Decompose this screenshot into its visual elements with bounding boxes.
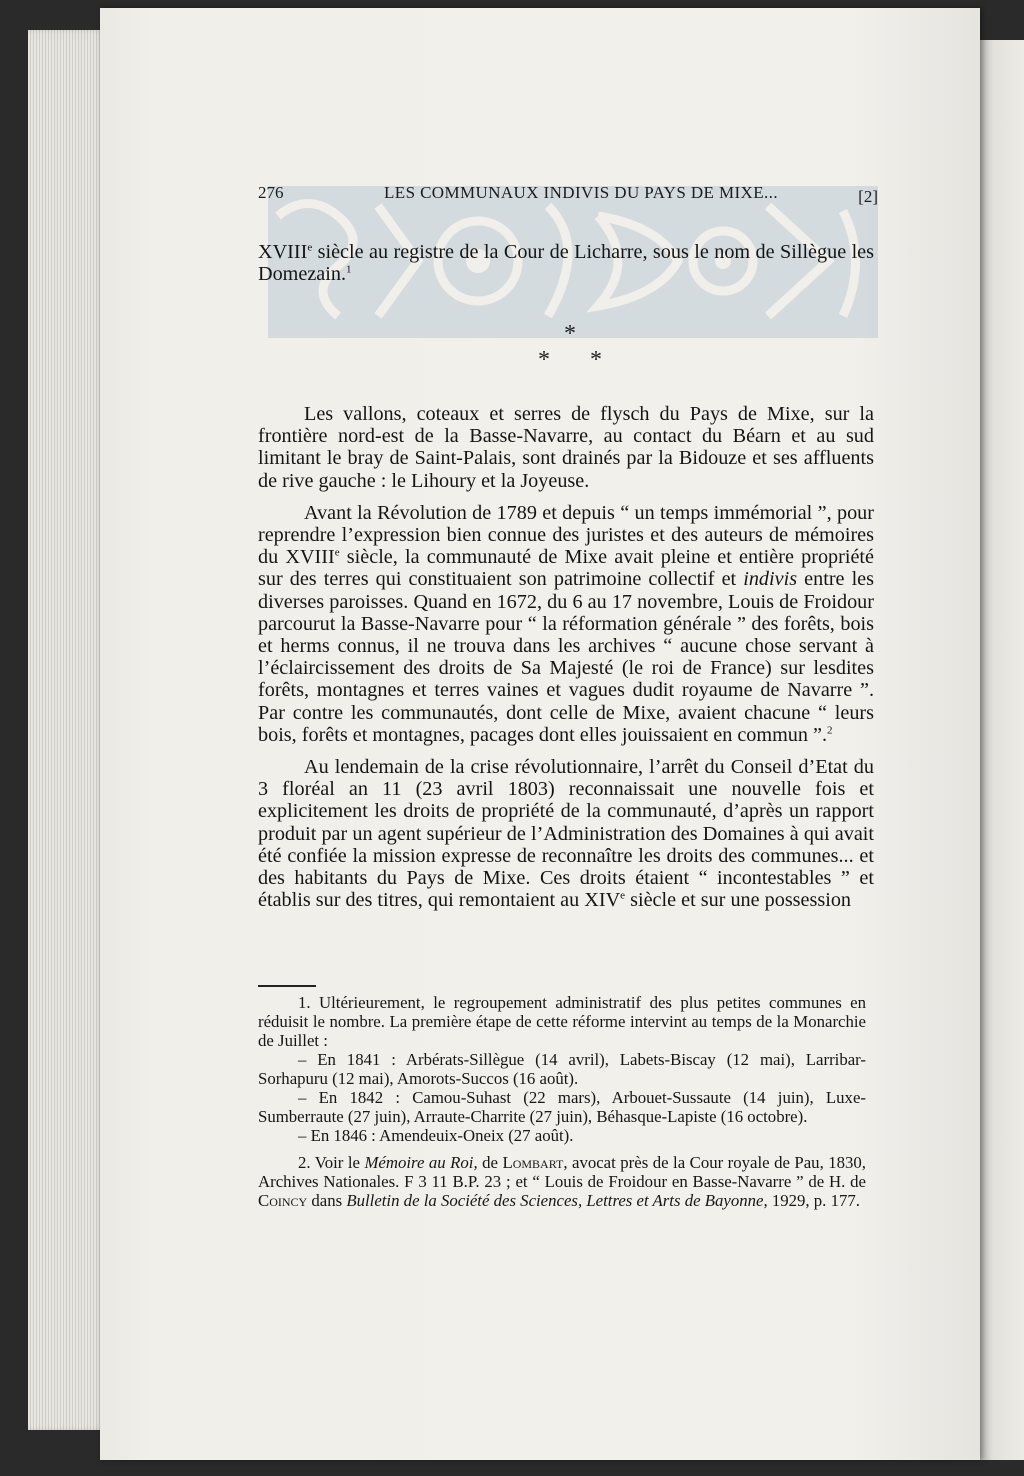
footnote-1-1846: – En 1846 : Amendeuix-Oneix (27 août). — [298, 1126, 574, 1145]
opening-text-b: siècle au registre de la Cour de Licharre, sous le nom de Sillègue les Domezain. — [258, 241, 874, 286]
book-page-edges — [28, 30, 108, 1430]
footnote-ref-1[interactable]: 1 — [346, 263, 352, 276]
fn2-text-d: dans — [307, 1191, 347, 1210]
footnote-1-1841: – En 1841 : Arbérats-Sillègue (14 avril), Labets-Biscay (12 mai), Larribar-Sorhapuru (12 mai), Amorots-Succos (16 août). — [258, 1050, 866, 1088]
footnote-1: 1. Ultérieurement, le regroupement administratif des plus petites communes en réduisit le nombre. La première étape de cette réforme intervint au temps de la Monarchie de Juillet : — [258, 993, 866, 1050]
running-header — [258, 183, 878, 207]
footnote-1-1842: – En 1842 : Camou-Suhast (22 mars), Arbouet-Sussaute (14 juin), Luxe-Sumberraute (27 juin), Arraute-Charrite (27 juin), Béhasque-Lapiste (16 octobre). — [258, 1088, 866, 1126]
fn2-text-c: , avocat près de la Cour royale de Pau, 1830, Archives Nationales. F 3 11 B.P. 23 ; et “ Louis de Froidour en Basse-Navarre ” de H. de — [258, 1153, 866, 1191]
opening-paragraph — [258, 241, 874, 285]
paragraph-2 — [258, 502, 874, 746]
fn2-text-a: 2. Voir le — [298, 1153, 365, 1172]
facing-page-edge — [980, 40, 1024, 1460]
paragraph-3 — [258, 756, 874, 911]
footnote-ref-2[interactable]: 2 — [827, 724, 833, 737]
p2-italic: indivis — [743, 568, 798, 591]
section-separator — [530, 321, 610, 374]
p2-text-b: siècle, la communauté de Mixe avait pleine et entière propriété sur des terres qui constituaient son patrimoine collectif et — [258, 546, 874, 591]
fn2-author-1: Lombart — [502, 1153, 564, 1172]
opening-text-a: XVIII — [258, 241, 308, 263]
paragraph-1: Les vallons, coteaux et serres de flysch du Pays de Mixe, sur la frontière nord-est de la Basse-Navarre, au contact du Béarn et au sud limitant le bray de Saint-Palais, sont drainés par la Bidouze et ses affluents de rive gauche : le Lihoury et la Joyeuse. — [258, 403, 874, 492]
fn2-text-e: 1929, p. 177. — [767, 1191, 860, 1210]
star-top: * — [564, 321, 576, 347]
superscript: e — [620, 889, 626, 902]
fn2-title-1: Mémoire au Roi, — [364, 1153, 478, 1172]
main-text — [258, 403, 874, 911]
fn2-text-b: de — [477, 1153, 503, 1172]
section-marker: [2] — [858, 187, 878, 206]
fn2-title-2: Bulletin de la Société des Sciences, Lettres et Arts de Bayonne, — [346, 1191, 768, 1210]
star-right: * — [590, 347, 602, 373]
footnotes — [258, 993, 866, 1210]
star-left: * — [538, 347, 550, 373]
running-title: LES COMMUNAUX INDIVIS DU PAYS DE MIXE... — [384, 183, 778, 202]
fn2-author-2: Coincy — [258, 1191, 308, 1210]
p3-text-a: Au lendemain de la crise révolutionnaire, l’arrêt du Conseil d’Etat du 3 floréal an 11 (23 avril 1803) reconnaissait une nouvelle fois et explicitement les droits de propriété de la communauté, d’après un rapport produit par un agent supérieur de l’Administration des Domaines à qui avait été confiée la mission expresse de reconnaître les droits des communes... et des habitants du Pays de Mixe. Ces droits étaient “ incontestables ” et établis sur des titres, qui remontaient au XIV — [258, 756, 874, 912]
p2-text-c: entre les diverses paroisses. Quand en 1672, du 6 au 17 novembre, Louis de Froidour parcourut la Basse-Navarre pour “ la réformation générale ” des forêts, bois et herms connus, il ne trouva dans les archives “ aucune chose servant à l’éclaircissement des droits de Sa Majesté (le roi de France) sur lesdites forêts, montagnes et terres vaines et vagues dudit royaume de Navarre ”. Par contre les communautés, dont celle de Mixe, avaient chacune “ leurs bois, forêts et montagnes, pacages dont elles jouissaient en commun ”. — [258, 568, 874, 746]
p2-text-a: Avant la Révolution de 1789 et depuis “ un temps immémorial ”, pour reprendre l’expression bien connue des juristes et des auteurs de mémoires du XVIII — [258, 501, 874, 569]
p3-text-b: siècle et sur une possession — [625, 889, 852, 912]
page-number: 276 — [258, 183, 284, 202]
footnote-divider — [258, 985, 316, 987]
superscript: e — [307, 241, 313, 254]
footnote-2 — [258, 1153, 866, 1210]
superscript: e — [334, 546, 340, 559]
